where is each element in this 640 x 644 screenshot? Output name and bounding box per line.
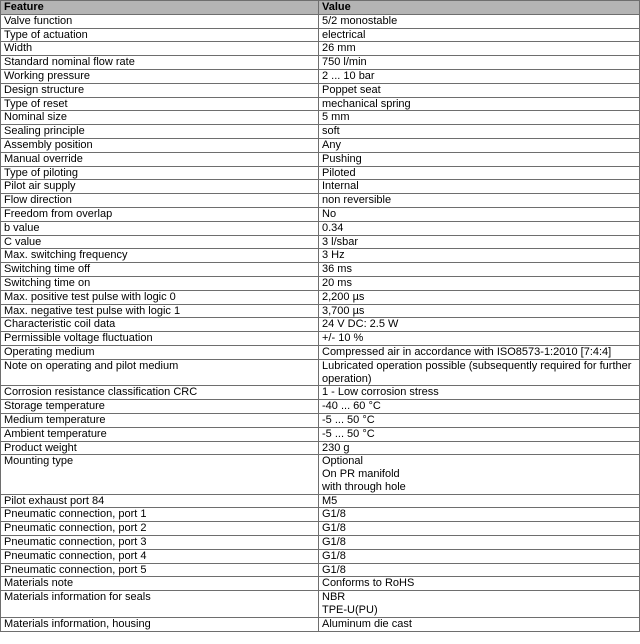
header-row: [1, 1, 640, 15]
value-line: G1/8: [322, 522, 346, 535]
value-line: 2 ... 10 bar: [322, 69, 375, 82]
value-line: -5 ... 50 °C: [322, 413, 375, 426]
value-line: 0.34: [322, 221, 344, 234]
feature-cell: Pneumatic connection, port 3: [1, 536, 319, 550]
feature-cell: Switching time on: [1, 276, 319, 290]
table-row: [1, 263, 640, 277]
table-row: [1, 97, 640, 111]
feature-cell: Storage temperature: [1, 400, 319, 414]
table-row: [1, 413, 640, 427]
value-cell: [319, 138, 640, 152]
table-row: [1, 549, 640, 563]
value-cell: [319, 304, 640, 318]
value-cell: [319, 332, 640, 346]
table-row: [1, 207, 640, 221]
value-line: On PR manifold: [322, 468, 400, 481]
table-row: [1, 318, 640, 332]
value-line: mechanical spring: [322, 97, 411, 110]
header-feature: Feature: [1, 1, 319, 15]
value-cell: [319, 549, 640, 563]
feature-cell: Flow direction: [1, 194, 319, 208]
value-cell: [319, 166, 640, 180]
feature-cell: Note on operating and pilot medium: [1, 359, 319, 386]
value-cell: [319, 441, 640, 455]
value-line: soft: [322, 125, 340, 138]
value-line: Aluminum die cast: [322, 617, 412, 630]
value-line: G1/8: [322, 508, 346, 521]
spec-table-body: [1, 14, 640, 631]
value-line: Poppet seat: [322, 83, 381, 96]
feature-cell: Working pressure: [1, 69, 319, 83]
table-row: [1, 400, 640, 414]
table-row: [1, 455, 640, 494]
value-line: Lubricated operation possible (subsequently required for further operation): [322, 359, 632, 385]
value-cell: [319, 522, 640, 536]
value-line: 5 mm: [322, 111, 350, 124]
feature-cell: Assembly position: [1, 138, 319, 152]
value-line: G1/8: [322, 549, 346, 562]
table-row: [1, 441, 640, 455]
feature-cell: Corrosion resistance classification CRC: [1, 386, 319, 400]
table-row: [1, 180, 640, 194]
value-line: non reversible: [322, 194, 392, 207]
feature-cell: Materials information, housing: [1, 617, 319, 631]
feature-cell: Max. switching frequency: [1, 249, 319, 263]
value-line: -40 ... 60 °C: [322, 400, 381, 413]
value-cell: [319, 83, 640, 97]
feature-cell: Type of piloting: [1, 166, 319, 180]
value-cell: [319, 42, 640, 56]
value-line: electrical: [322, 28, 366, 41]
table-row: [1, 563, 640, 577]
feature-cell: Freedom from overlap: [1, 207, 319, 221]
table-row: [1, 14, 640, 28]
value-cell: [319, 69, 640, 83]
value-line: 3,700 µs: [322, 304, 365, 317]
value-line: 3 Hz: [322, 249, 345, 262]
feature-cell: Max. positive test pulse with logic 0: [1, 290, 319, 304]
value-line: Compressed air in accordance with ISO8573-1:2010 [7:4:4]: [322, 345, 612, 358]
value-line: No: [322, 207, 337, 220]
value-cell: [319, 152, 640, 166]
feature-cell: Pneumatic connection, port 4: [1, 549, 319, 563]
table-row: [1, 386, 640, 400]
feature-cell: Materials note: [1, 577, 319, 591]
table-row: [1, 28, 640, 42]
value-line: Internal: [322, 180, 359, 193]
table-row: [1, 221, 640, 235]
table-row: [1, 427, 640, 441]
value-line: 20 ms: [322, 276, 352, 289]
value-line: Piloted: [322, 166, 356, 179]
spec-table-header: [1, 1, 640, 15]
table-row: [1, 235, 640, 249]
value-cell: [319, 14, 640, 28]
header-value: Value: [319, 1, 640, 15]
value-cell: [319, 563, 640, 577]
value-cell: [319, 221, 640, 235]
feature-cell: Width: [1, 42, 319, 56]
value-line: Any: [322, 138, 341, 151]
value-line: 230 g: [322, 441, 350, 454]
value-cell: [319, 97, 640, 111]
value-cell: [319, 180, 640, 194]
value-cell: [319, 577, 640, 591]
feature-cell: Design structure: [1, 83, 319, 97]
feature-cell: Switching time off: [1, 263, 319, 277]
value-cell: [319, 235, 640, 249]
feature-cell: Type of actuation: [1, 28, 319, 42]
value-cell: [319, 28, 640, 42]
table-row: [1, 69, 640, 83]
feature-cell: Type of reset: [1, 97, 319, 111]
feature-cell: Medium temperature: [1, 413, 319, 427]
feature-cell: Sealing principle: [1, 125, 319, 139]
value-cell: [319, 427, 640, 441]
value-line: 1 - Low corrosion stress: [322, 386, 439, 399]
feature-cell: Operating medium: [1, 345, 319, 359]
table-row: [1, 111, 640, 125]
value-line: NBR: [322, 591, 346, 604]
value-line: 5/2 monostable: [322, 14, 398, 27]
value-cell: [319, 386, 640, 400]
feature-cell: Max. negative test pulse with logic 1: [1, 304, 319, 318]
value-line: 750 l/min: [322, 56, 367, 69]
value-cell: [319, 125, 640, 139]
value-line: -5 ... 50 °C: [322, 427, 375, 440]
table-row: [1, 166, 640, 180]
feature-cell: Pneumatic connection, port 2: [1, 522, 319, 536]
value-cell: [319, 413, 640, 427]
table-row: [1, 332, 640, 346]
table-row: [1, 522, 640, 536]
value-cell: [319, 536, 640, 550]
feature-cell: Pneumatic connection, port 5: [1, 563, 319, 577]
value-cell: [319, 290, 640, 304]
feature-cell: Ambient temperature: [1, 427, 319, 441]
value-line: with through hole: [322, 480, 406, 493]
table-row: [1, 125, 640, 139]
value-cell: [319, 345, 640, 359]
value-line: TPE-U(PU): [322, 604, 378, 617]
value-line: M5: [322, 494, 338, 507]
feature-cell: Pilot exhaust port 84: [1, 494, 319, 508]
feature-cell: Valve function: [1, 14, 319, 28]
feature-cell: Manual override: [1, 152, 319, 166]
feature-cell: Pneumatic connection, port 1: [1, 508, 319, 522]
feature-cell: C value: [1, 235, 319, 249]
feature-cell: b value: [1, 221, 319, 235]
table-row: [1, 276, 640, 290]
table-row: [1, 617, 640, 631]
table-row: [1, 577, 640, 591]
value-line: 2,200 µs: [322, 290, 365, 303]
table-row: [1, 138, 640, 152]
feature-cell: Characteristic coil data: [1, 318, 319, 332]
table-row: [1, 290, 640, 304]
table-row: [1, 152, 640, 166]
feature-cell: Mounting type: [1, 455, 319, 494]
value-line: G1/8: [322, 536, 346, 549]
value-cell: [319, 359, 640, 386]
value-cell: [319, 276, 640, 290]
feature-cell: Standard nominal flow rate: [1, 56, 319, 70]
table-row: [1, 359, 640, 386]
value-cell: [319, 56, 640, 70]
value-cell: [319, 508, 640, 522]
value-cell: [319, 318, 640, 332]
value-cell: [319, 111, 640, 125]
value-line: 3 l/sbar: [322, 235, 359, 248]
table-row: [1, 42, 640, 56]
feature-cell: Pilot air supply: [1, 180, 319, 194]
value-line: G1/8: [322, 563, 346, 576]
value-line: 36 ms: [322, 263, 352, 276]
table-row: [1, 345, 640, 359]
feature-cell: Materials information for seals: [1, 591, 319, 618]
table-row: [1, 536, 640, 550]
value-cell: [319, 207, 640, 221]
value-line: Pushing: [322, 152, 362, 165]
value-cell: [319, 400, 640, 414]
table-row: [1, 494, 640, 508]
value-cell: [319, 194, 640, 208]
table-row: [1, 249, 640, 263]
table-row: [1, 508, 640, 522]
value-cell: [319, 617, 640, 631]
value-line: Conforms to RoHS: [322, 577, 415, 590]
value-line: 24 V DC: 2.5 W: [322, 318, 399, 331]
value-line: Optional: [322, 455, 363, 468]
value-cell: [319, 263, 640, 277]
table-row: [1, 304, 640, 318]
value-line: 26 mm: [322, 42, 356, 55]
value-cell: [319, 249, 640, 263]
table-row: [1, 591, 640, 618]
table-row: [1, 83, 640, 97]
feature-cell: Permissible voltage fluctuation: [1, 332, 319, 346]
table-row: [1, 194, 640, 208]
value-cell: [319, 494, 640, 508]
value-cell: [319, 455, 640, 494]
table-row: [1, 56, 640, 70]
feature-cell: Nominal size: [1, 111, 319, 125]
value-cell: [319, 591, 640, 618]
feature-cell: Product weight: [1, 441, 319, 455]
value-line: +/- 10 %: [322, 332, 364, 345]
